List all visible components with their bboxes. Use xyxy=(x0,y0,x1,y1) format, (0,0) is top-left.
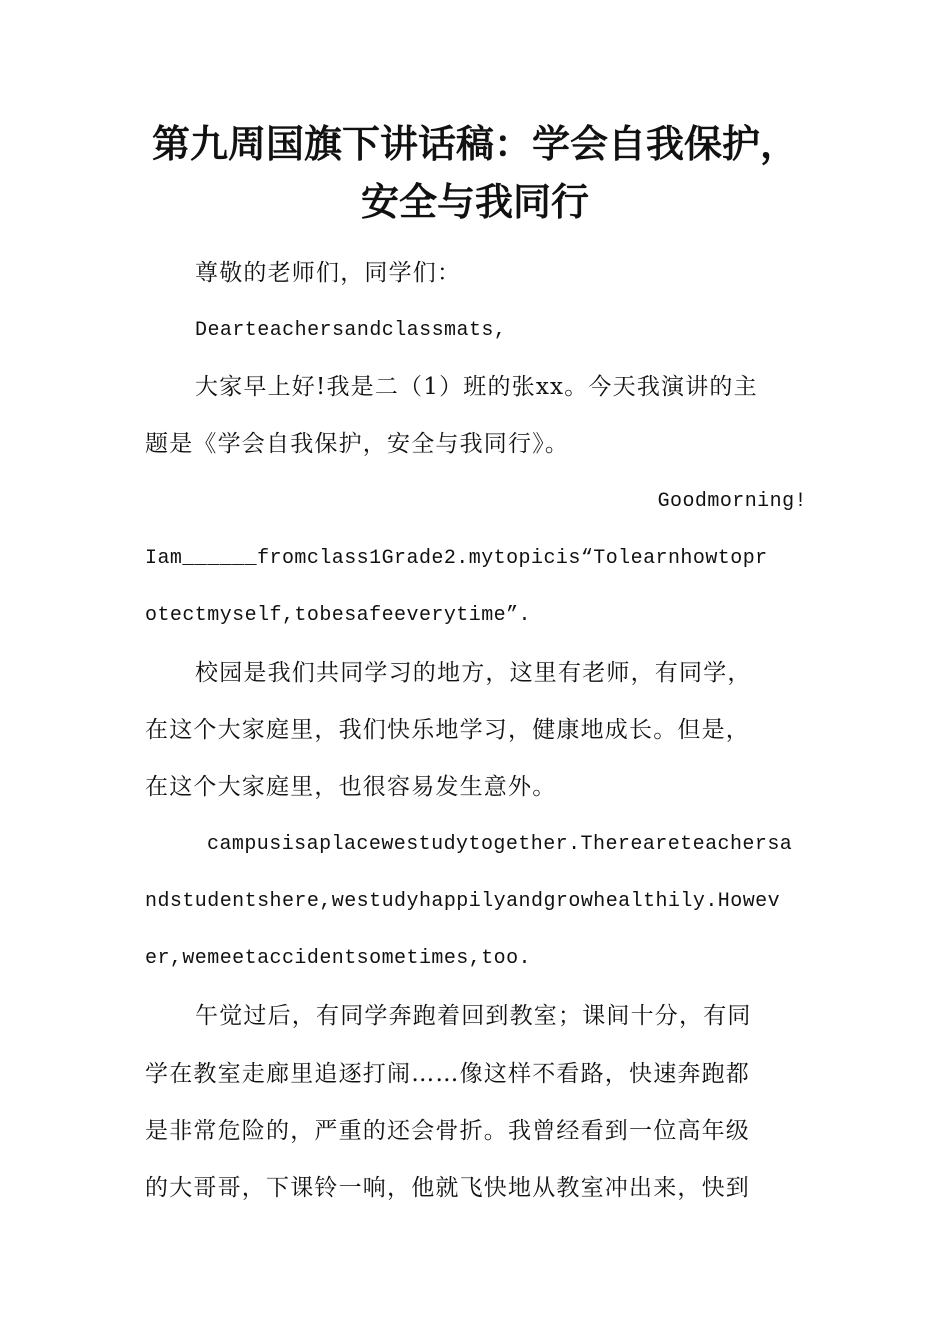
campus-english-line-3: er,wemeetaccidentsometimes,too. xyxy=(145,947,532,970)
greeting-english-line-3: otectmyself,tobesafeeverytime”. xyxy=(145,604,532,627)
safety-paragraph-line-3: 是非常危险的，严重的还会骨折。我曾经看到一位高年级 xyxy=(145,1118,750,1144)
page-title-line-1: 第九周国旗下讲话稿：学会自我保护， xyxy=(151,122,798,166)
greeting-line-2: 题是《学会自我保护，安全与我同行》。 xyxy=(145,431,570,457)
campus-paragraph-line-3: 在这个大家庭里，也很容易发生意外。 xyxy=(145,774,557,800)
campus-paragraph-line-2: 在这个大家庭里，我们快乐地学习，健康地成长。但是， xyxy=(145,717,750,743)
campus-paragraph-line-1: 校园是我们共同学习的地方，这里有老师，有同学， xyxy=(195,660,752,686)
greeting-english-line-2: Iam______fromclass1Grade2.mytopicis“Tolearnhowtopr xyxy=(145,547,768,570)
greeting-english-line-1: Goodmorning! xyxy=(657,490,807,513)
salutation-chinese: 尊敬的老师们，同学们： xyxy=(195,260,462,286)
campus-english-line-2: ndstudentshere,westudyhappilyandgrowhealthily.Howev xyxy=(145,890,781,913)
safety-paragraph-line-2: 学在教室走廊里追逐打闹……像这样不看路，快速奔跑都 xyxy=(145,1061,750,1087)
campus-english-line-1: campusisaplacewestudytogether.Thereareteachersa xyxy=(207,833,793,856)
safety-paragraph-line-4: 的大哥哥，下课铃一响，他就飞快地从教室冲出来，快到 xyxy=(145,1175,750,1201)
salutation-english: Dearteachersandclassmats, xyxy=(195,319,507,342)
safety-paragraph-line-1: 午觉过后，有同学奔跑着回到教室；课间十分，有同 xyxy=(195,1003,752,1029)
page-title-line-2: 安全与我同行 xyxy=(360,180,589,224)
greeting-line-1: 大家早上好!我是二（1）班的张xx。今天我演讲的主 xyxy=(195,374,758,400)
